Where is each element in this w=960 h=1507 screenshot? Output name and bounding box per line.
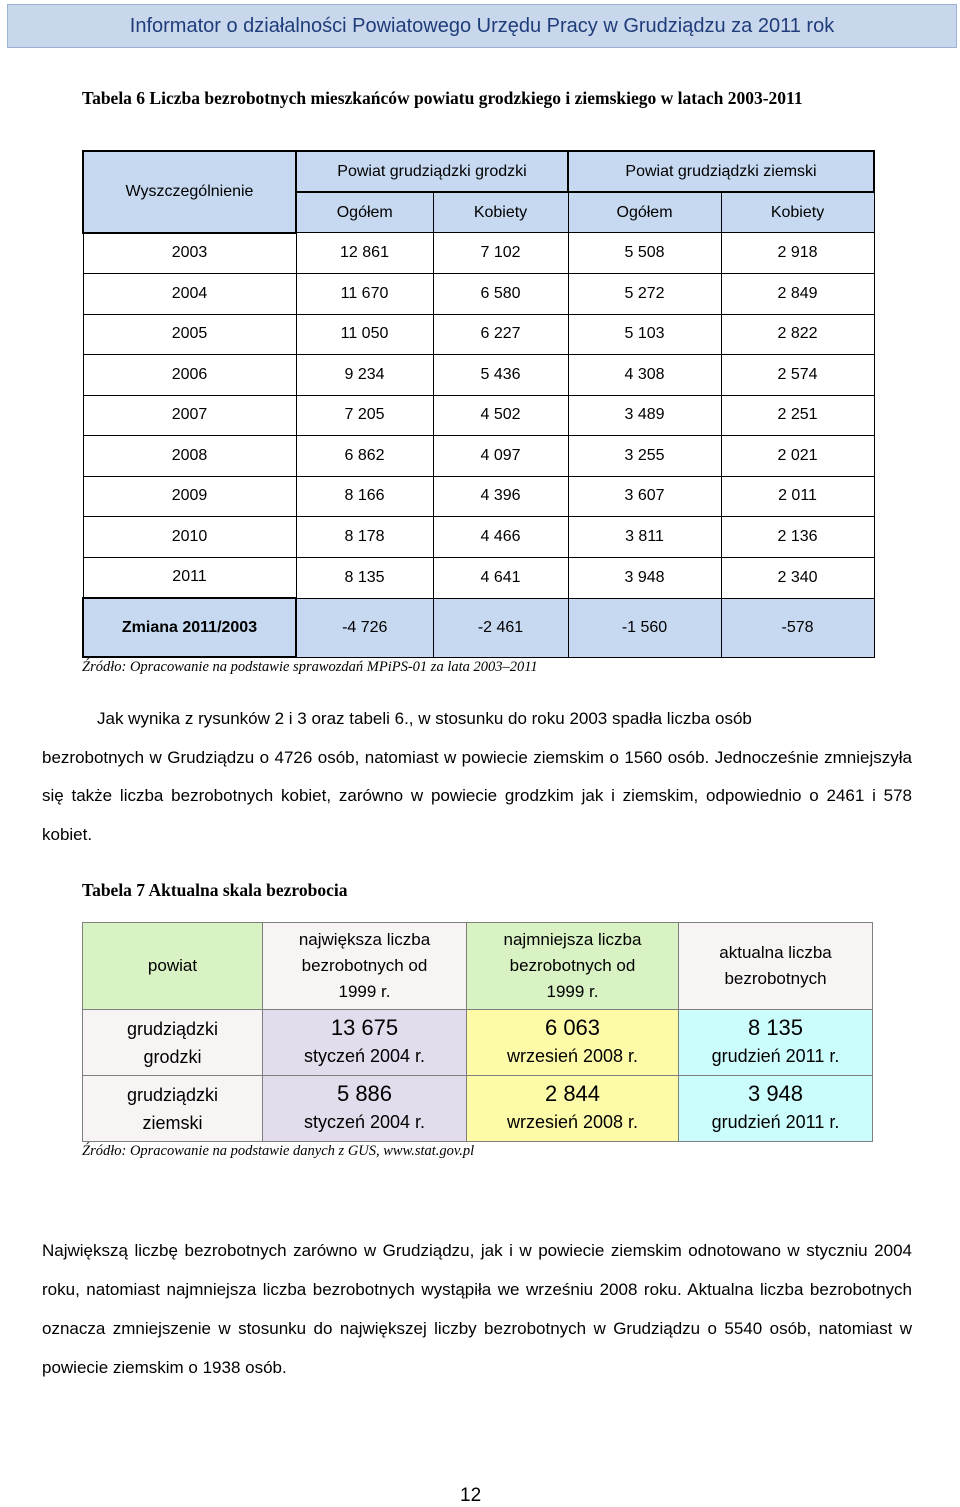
table-cell: 2 340 [721, 557, 874, 598]
table7-min-cell [467, 1076, 679, 1142]
table-cell: 4 466 [433, 517, 568, 558]
table-row-change [83, 598, 874, 657]
table7-header [679, 923, 873, 1010]
table-cell: 8 178 [296, 517, 433, 558]
powiat-label: grudziądzki ziemski [126, 1084, 219, 1133]
table-cell: 3 811 [568, 517, 721, 558]
table6-col-label: Wyszczególnienie [83, 151, 296, 233]
table-cell: 7 102 [433, 233, 568, 274]
page-number: 12 [460, 1485, 482, 1506]
table7-header-text: najmniejsza liczba bezrobotnych od 1999 r. [503, 930, 642, 1001]
header-title: Informator o działalności Powiatowego Urzędu Pracy w Grudziądzu za 2011 rok [129, 14, 835, 37]
table-cell: 3 607 [568, 476, 721, 517]
table-cell: 5 436 [433, 355, 568, 396]
table-cell: 2003 [83, 233, 296, 274]
table-cell: 11 050 [296, 314, 433, 355]
cur-date: grudzień 2011 r. [711, 1045, 840, 1066]
paragraph-1-first-line: Jak wynika z rysunków 2 i 3 oraz tabeli 6., w stosunku do roku 2003 spadła liczba osób [97, 709, 752, 728]
table6-caption: Tabela 6 Liczba bezrobotnych mieszkańców powiatu grodzkiego i ziemskiego w latach 2003-2011 [82, 88, 803, 108]
table-cell: 3 255 [568, 436, 721, 477]
table-cell: 4 396 [433, 476, 568, 517]
table7-powiat [83, 1010, 263, 1076]
table7-max-cell [263, 1010, 467, 1076]
table-row [83, 436, 874, 477]
table-cell: 2 822 [721, 314, 874, 355]
cur-value: 8 135 [747, 1014, 804, 1040]
table-row [83, 517, 874, 558]
table6-group-ziemski: Powiat grudziądzki ziemski [568, 151, 874, 192]
table7-min-cell [467, 1010, 679, 1076]
table-cell: 8 135 [296, 557, 433, 598]
table-row [83, 233, 874, 274]
max-date: styczeń 2004 r. [303, 1111, 426, 1132]
table-cell: 2009 [83, 476, 296, 517]
max-value: 13 675 [330, 1014, 399, 1040]
table-cell: -4 726 [296, 598, 433, 657]
max-value: 5 886 [336, 1080, 393, 1106]
table-row [83, 395, 874, 436]
table-row [83, 1076, 873, 1142]
table6-sub-header: Kobiety [433, 192, 568, 233]
table-cell: 2006 [83, 355, 296, 396]
table-cell: 5 272 [568, 274, 721, 315]
table-cell: 2 251 [721, 395, 874, 436]
table6-sub-header: Kobiety [721, 192, 874, 233]
min-date: wrzesień 2008 r. [506, 1045, 639, 1066]
table-cell: 4 308 [568, 355, 721, 396]
table-cell: 2 011 [721, 476, 874, 517]
max-date: styczeń 2004 r. [303, 1045, 426, 1066]
min-date: wrzesień 2008 r. [506, 1111, 639, 1132]
table-cell: 2004 [83, 274, 296, 315]
cur-value: 3 948 [747, 1080, 804, 1106]
table-row [83, 476, 874, 517]
table7-caption: Tabela 7 Aktualna skala bezrobocia [82, 880, 348, 900]
table7-cur-cell [679, 1010, 873, 1076]
table6-group-grodzki: Powiat grudziądzki grodzki [296, 151, 568, 192]
table-cell: 3 489 [568, 395, 721, 436]
table-cell: 2 918 [721, 233, 874, 274]
table-cell: -2 461 [433, 598, 568, 657]
table6-sub-header: Ogółem [296, 192, 433, 233]
table-cell: 2 849 [721, 274, 874, 315]
table-cell: 7 205 [296, 395, 433, 436]
table-row [83, 314, 874, 355]
paragraph-1 [42, 700, 912, 854]
table-cell: 4 641 [433, 557, 568, 598]
table-cell: 2005 [83, 314, 296, 355]
table7-header: powiat [83, 923, 263, 1010]
table7-header [263, 923, 467, 1010]
table-cell: 4 502 [433, 395, 568, 436]
table-cell: 6 580 [433, 274, 568, 315]
table-cell: 2007 [83, 395, 296, 436]
table-cell: 9 234 [296, 355, 433, 396]
table7-header-text: aktualna liczba bezrobotnych [719, 943, 832, 988]
min-value: 6 063 [544, 1014, 601, 1040]
table-cell: 12 861 [296, 233, 433, 274]
table-cell: -1 560 [568, 598, 721, 657]
table-row [83, 1010, 873, 1076]
table-cell: 2 021 [721, 436, 874, 477]
table7-powiat [83, 1076, 263, 1142]
table-cell: 3 948 [568, 557, 721, 598]
table-row [83, 557, 874, 598]
cur-date: grudzień 2011 r. [711, 1111, 840, 1132]
table-cell: 2008 [83, 436, 296, 477]
table-cell: 5 508 [568, 233, 721, 274]
table-cell: 6 862 [296, 436, 433, 477]
table7-header [467, 923, 679, 1010]
table7-source: Źródło: Opracowanie na podstawie danych z GUS, www.stat.gov.pl [82, 1143, 475, 1159]
paragraph-2: Największą liczbę bezrobotnych zarówno w Grudziądzu, jak i w powiecie ziemskim odnotowano w styczniu 2004 roku, natomiast najmniejsza liczba bezrobotnych wystąpiła we wrześniu 2008 roku. Aktualna liczba bezrobotnych oznacza zmniejszenie w stosunku do największej liczby bezrobotnych w Grudziądzu o 5540 osób, natomiast w powiecie ziemskim o 1938 osób. [42, 1241, 912, 1377]
table-cell: -578 [721, 598, 874, 657]
table7-cur-cell [679, 1076, 873, 1142]
table7-header-text: największa liczba bezrobotnych od 1999 r. [298, 930, 431, 1001]
table-cell: 8 166 [296, 476, 433, 517]
document-header [7, 4, 957, 48]
table-cell: 2010 [83, 517, 296, 558]
table6-sub-header: Ogółem [568, 192, 721, 233]
table-cell: 2011 [83, 557, 296, 598]
table-row [83, 274, 874, 315]
table-row [83, 355, 874, 396]
table6 [82, 150, 875, 658]
table-cell: 11 670 [296, 274, 433, 315]
table7-max-cell [263, 1076, 467, 1142]
table7 [82, 922, 873, 1142]
table-cell: 2 574 [721, 355, 874, 396]
table-cell: 2 136 [721, 517, 874, 558]
powiat-label: grudziądzki grodzki [126, 1018, 219, 1067]
table-cell: 5 103 [568, 314, 721, 355]
table-cell: 4 097 [433, 436, 568, 477]
table6-source: Źródło: Opracowanie na podstawie sprawozdań MPiPS-01 za lata 2003–2011 [82, 659, 538, 675]
change-label: Zmiana 2011/2003 [83, 598, 296, 657]
paragraph-1-rest: bezrobotnych w Grudziądzu o 4726 osób, natomiast w powiecie ziemskim o 1560 osób. Jednocześnie zmniejszyła się także liczba bezrobotnych kobiet, zarówno w powiecie grodzkim jak i ziemskim, odpowiednio o 2461 i 578 kobiet. [42, 747, 912, 844]
min-value: 2 844 [544, 1080, 601, 1106]
table-cell: 6 227 [433, 314, 568, 355]
